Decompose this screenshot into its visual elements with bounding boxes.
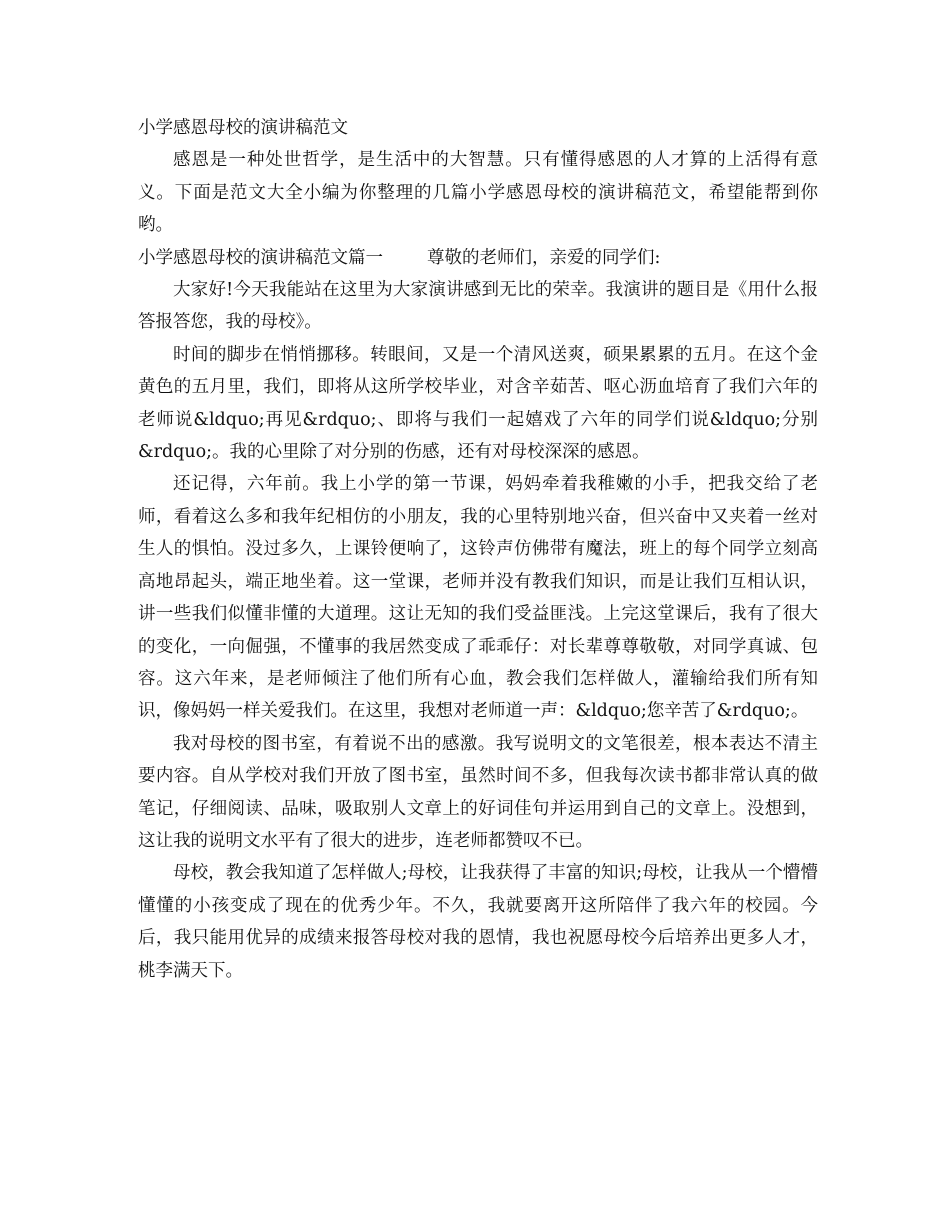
- document-title: 小学感恩母校的演讲稿范文: [138, 118, 348, 138]
- greeting: 尊敬的老师们，亲爱的同学们:: [427, 247, 661, 268]
- body-paragraph-2: 时间的脚步在悄悄挪移。转眼间，又是一个清风送爽，硕果累累的五月。在这个金黄色的五月里，我们，即将从这所学校毕业，对含辛茹苦、呕心沥血培育了我们六年的老师说&ldquo;再见&rdquo;、即将与我们一起嬉戏了六年的同学们说&ldquo;分别&rdquo;。我的心里除了对分别的伤感，还有对母校深深的感恩。: [138, 344, 818, 463]
- body-paragraph-5: 母校，教会我知道了怎样做人;母校，让我获得了丰富的知识;母校，让我从一个懵懵懂懂的小孩变成了现在的优秀少年。不久，我就要离开这所陪伴了我六年的校园。今后，我只能用优异的成绩来报答母校对我的恩情，我也祝愿母校今后培养出更多人才，桃李满天下。: [138, 863, 818, 981]
- document-page: [138, 112, 818, 987]
- body-paragraph-3: 还记得，六年前。我上小学的第一节课，妈妈牵着我稚嫩的小手，把我交给了老师，看着这么多和我年纪相仿的小朋友，我的心里特别地兴奋，但兴奋中又夹着一丝对生人的惧怕。没过多久，上课铃便响了，这铃声仿佛带有魔法，班上的每个同学立刻高高地昂起头，端正地坐着。这一堂课，老师并没有教我们知识，而是让我们互相认识，讲一些我们似懂非懂的大道理。这让无知的我们受益匪浅。上完这堂课后，我有了很大的变化，一向倔强，不懂事的我居然变成了乖乖仔：对长辈尊尊敬敬，对同学真诚、包容。这六年来，是老师倾注了他们所有心血，教会我们怎样做人，灌输给我们所有知识，像妈妈一样关爱我们。在这里，我想对老师道一声：&ldquo;您辛苦了&rdquo;。: [138, 474, 818, 722]
- body-paragraph-1: 大家好!今天我能站在这里为大家演讲感到无比的荣幸。我演讲的题目是《用什么报答报答您，我的母校》。: [138, 280, 818, 333]
- section-heading: 小学感恩母校的演讲稿范文篇一: [138, 247, 383, 268]
- section-heading-line: [138, 242, 818, 274]
- intro-paragraph: 感恩是一种处世哲学，是生活中的大智慧。只有懂得感恩的人才算的上活得有意义。下面是范文大全小编为你整理的几篇小学感恩母校的演讲稿范文，希望能帮到你哟。: [138, 150, 818, 236]
- body-paragraph-4: 我对母校的图书室，有着说不出的感激。我写说明文的文笔很差，根本表达不清主要内容。自从学校对我们开放了图书室，虽然时间不多，但我每次读书都非常认真的做笔记，仔细阅读、品味，吸取别人文章上的好词佳句并运用到自己的文章上。没想到，这让我的说明文水平有了很大的进步，连老师都赞叹不已。: [138, 733, 818, 851]
